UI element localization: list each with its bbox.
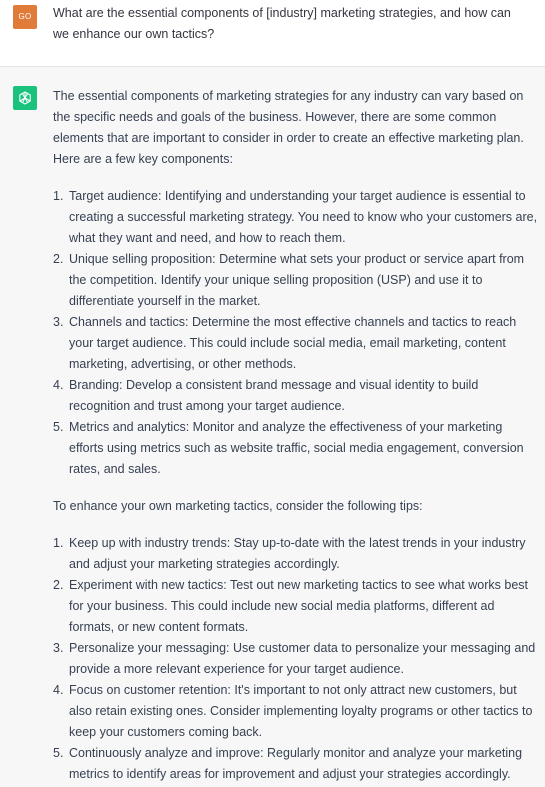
list-item	[53, 575, 538, 638]
list-number: 4.	[53, 683, 64, 697]
list-item	[53, 375, 538, 417]
user-message-row	[0, 0, 545, 67]
list-item-text: Focus on customer retention: It's important to not only attract new customers, but also retain existing ones. Consider implementing loyalty programs or other tactics to keep your customers coming back.	[69, 683, 533, 739]
list-item-text: Experiment with new tactics: Test out new marketing tactics to see what works best for your business. This could include new social media platforms, different ad formats, or new content formats.	[69, 578, 528, 634]
list-item	[53, 417, 538, 480]
user-message-text: What are the essential components of [industry] marketing strategies, and how can we enhance our own tactics?	[53, 6, 511, 41]
list-number: 4.	[53, 378, 64, 392]
list-item-text: Continuously analyze and improve: Regularly monitor and analyze your marketing metrics to identify areas for improvement and adjust your strategies accordingly.	[69, 746, 523, 781]
list-number: 2.	[53, 252, 64, 266]
assistant-intro-paragraph: The essential components of marketing strategies for any industry can vary based on the specific needs and goals of the business. However, there are some common elements that are important to consider in order to create an effective marketing plan. Here are a few key components:	[53, 89, 524, 166]
list-item-text: Target audience: Identifying and understanding your target audience is essential to creating a successful marketing strategy. You need to know who your customers are, what they want and need, and how to reach them.	[69, 189, 538, 245]
list-number: 1.	[53, 536, 64, 550]
list-item	[53, 680, 538, 743]
list-number: 5.	[53, 746, 64, 760]
list-item	[53, 743, 538, 785]
list-item-text: Keep up with industry trends: Stay up-to-date with the latest trends in your industry and adjust your marketing strategies accordingly.	[69, 536, 526, 571]
list-item	[53, 533, 538, 575]
components-list	[53, 186, 538, 480]
assistant-message-row	[0, 67, 545, 787]
list-item-text: Unique selling proposition: Determine what sets your product or service apart from the competition. Identify your unique selling proposition (USP) and use it to differentiate yourself in the market.	[69, 252, 525, 308]
list-item	[53, 249, 538, 312]
list-number: 3.	[53, 315, 64, 329]
list-item	[53, 312, 538, 375]
user-avatar: GO	[13, 5, 37, 29]
list-number: 2.	[53, 578, 64, 592]
list-item	[53, 638, 538, 680]
list-item-text: Personalize your messaging: Use customer data to personalize your messaging and provide a more relevant experience for your target audience.	[69, 641, 536, 676]
assistant-avatar	[13, 86, 37, 110]
assistant-message-body	[53, 86, 538, 785]
list-item-text: Branding: Develop a consistent brand message and visual identity to build recognition and trust among your target audience.	[69, 378, 479, 413]
list-item	[53, 186, 538, 249]
list-number: 1.	[53, 189, 64, 203]
tips-list	[53, 533, 538, 785]
list-number: 5.	[53, 420, 64, 434]
list-item-text: Metrics and analytics: Monitor and analyze the effectiveness of your marketing efforts using metrics such as website traffic, social media engagement, conversion rates, and sales.	[69, 420, 524, 476]
list-item-text: Channels and tactics: Determine the most effective channels and tactics to reach your target audience. This could include social media, email marketing, content marketing, advertising, or other methods.	[69, 315, 517, 371]
tips-intro-paragraph: To enhance your own marketing tactics, consider the following tips:	[53, 499, 423, 513]
list-number: 3.	[53, 641, 64, 655]
openai-logo-icon	[17, 90, 33, 106]
